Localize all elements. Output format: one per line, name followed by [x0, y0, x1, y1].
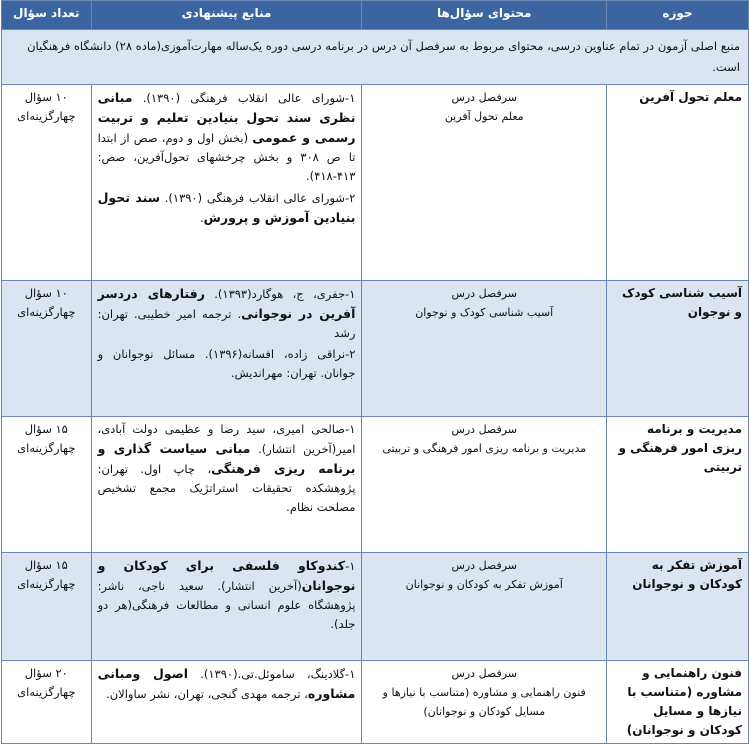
sources-cell [91, 85, 362, 281]
source-text: (بخش اول و دوم، صص از ابتدا تا ص ۳۰۸ و بخش چرخشهای تحول‌آفرین، صص: ۴۱۳-۴۱۸). [97, 131, 356, 183]
content-cell [362, 553, 607, 661]
question-count: ۱۰ سؤال [24, 286, 68, 300]
source-item [98, 345, 356, 383]
content-text: مدیریت و برنامه ریزی امور فرهنگی و تربیتی [382, 442, 587, 455]
sources-cell [91, 553, 362, 661]
content-label: سرفصل درس [451, 559, 517, 572]
table-row [2, 661, 749, 744]
area-cell [607, 85, 749, 281]
source-text: ۱-شورای عالی انقلاب فرهنگی (۱۳۹۰). [132, 91, 356, 105]
question-type: چهارگزینه‌ای [17, 685, 76, 699]
sources-cell [91, 417, 362, 553]
question-type: چهارگزینه‌ای [17, 577, 76, 591]
table-row [2, 417, 749, 553]
source-item [98, 188, 356, 228]
source-text: . [199, 211, 204, 225]
area-label: فنون راهنمایی و مشاوره (متناسب با نیازها و مسایل کودکان و نوجوانان) [626, 666, 742, 737]
count-cell [2, 281, 92, 417]
count-cell [2, 85, 92, 281]
content-label: سرفصل درس [451, 91, 517, 104]
intro-row [2, 30, 749, 85]
question-count: ۱۰ سؤال [24, 90, 68, 104]
header-area: حوزه [607, 1, 749, 30]
content-text: فنون راهنمایی و مشاوره (متناسب با نیازها و مسایل کودکان و نوجوانان) [382, 686, 586, 718]
area-cell [607, 553, 749, 661]
source-title: کندوکاو فلسفی برای کودکان و نوجوانان [97, 558, 356, 593]
source-title: مبانی سیاست گذاری و برنامه ریزی فرهنگی [97, 441, 356, 476]
area-label: مدیریت و برنامه ریزی امور فرهنگی و تربیتی [618, 422, 742, 474]
table-row [2, 85, 749, 281]
content-text: معلم تحول آفرین [444, 110, 524, 123]
header-count: تعداد سؤال [2, 1, 92, 30]
content-cell [362, 417, 607, 553]
source-item [98, 420, 356, 517]
exam-sources-table [1, 0, 749, 744]
question-count: ۱۵ سؤال [24, 422, 68, 436]
source-item [98, 88, 356, 186]
header-sources: منابع پیشنهادی [91, 1, 362, 30]
source-text: ، ترجمه مهدی گنجی، تهران، نشر ساوالان. [106, 687, 308, 701]
area-cell [607, 417, 749, 553]
sources-cell [91, 281, 362, 417]
source-text: ۲-شورای عالی انقلاب فرهنگی (۱۳۹۰). [160, 191, 356, 205]
content-text: آسیب شناسی کودک و نوجوان [415, 306, 554, 319]
source-text: ۱-صالحی امیری، سید رضا و عظیمی دولت آبادی، امیر(آخرین انتشار). [97, 422, 356, 456]
source-title: سند تحول بنیادین آموزش و پرورش [97, 190, 356, 225]
question-count: ۱۵ سؤال [24, 558, 68, 572]
area-cell [607, 661, 749, 744]
question-type: چهارگزینه‌ای [17, 109, 76, 123]
question-type: چهارگزینه‌ای [17, 305, 76, 319]
header-row [2, 1, 749, 30]
source-title: مبانی نظری سند تحول بنیادین تعلیم و تربیت رسمی و عمومی [97, 90, 356, 145]
source-text: ۲-نراقی زاده، افسانه(۱۳۹۶). مسائل نوجوانان و جوانان. تهران: مهراندیش. [97, 347, 356, 380]
content-cell [362, 281, 607, 417]
area-label: آسیب شناسی کودک و نوجوان [622, 286, 742, 319]
area-label: آموزش تفکر به کودکان و نوجوانان [632, 558, 742, 591]
count-cell [2, 417, 92, 553]
source-text: (آخرین انتشار). سعید ناجی، ناشر: پژوهشگاه علوم انسانی و مطالعات فرهنگی(هر دو جلد). [97, 579, 356, 631]
content-label: سرفصل درس [451, 287, 517, 300]
area-cell [607, 281, 749, 417]
source-text: ۱-گلادینگ، ساموئل.تی.(۱۳۹۰). [188, 667, 356, 681]
header-content: محتوای سؤال‌ها [362, 1, 607, 30]
table-row [2, 281, 749, 417]
sources-cell [91, 661, 362, 744]
question-type: چهارگزینه‌ای [17, 441, 76, 455]
source-text: ، چاپ اول. تهران: پژوهشکده تحقیقات استراتژیک مجمع تشخیص مصلحت نظام. [97, 462, 356, 514]
question-count: ۲۰ سؤال [24, 666, 68, 680]
source-item [98, 284, 356, 343]
source-item [98, 556, 356, 634]
area-label: معلم تحول آفرین [639, 90, 742, 104]
content-text: آموزش تفکر به کودکان و نوجوانان [405, 578, 563, 591]
content-cell [362, 661, 607, 744]
intro-text: منبع اصلی آزمون در تمام عناوین درسی، محتوای مربوط به سرفصل آن درس در برنامه درسی دوره یک‌ساله مهارت‌آموزی(ماده ۲۸) دانشگاه فرهنگیان است. [2, 30, 749, 85]
source-text: ۱-جفری، ج، هوگارد(۱۳۹۳). [204, 287, 356, 301]
content-label: سرفصل درس [451, 667, 517, 680]
count-cell [2, 661, 92, 744]
count-cell [2, 553, 92, 661]
source-item [98, 664, 356, 704]
content-label: سرفصل درس [451, 423, 517, 436]
source-text: . ترجمه امیر خطیبی. تهران: رشد [97, 307, 356, 340]
source-title: اصول ومبانی مشاوره [97, 666, 356, 701]
content-cell [362, 85, 607, 281]
source-text: ۱- [345, 559, 356, 573]
table-row [2, 553, 749, 661]
source-title: رفتارهای دردسر آفرین در نوجوانی [97, 286, 356, 321]
